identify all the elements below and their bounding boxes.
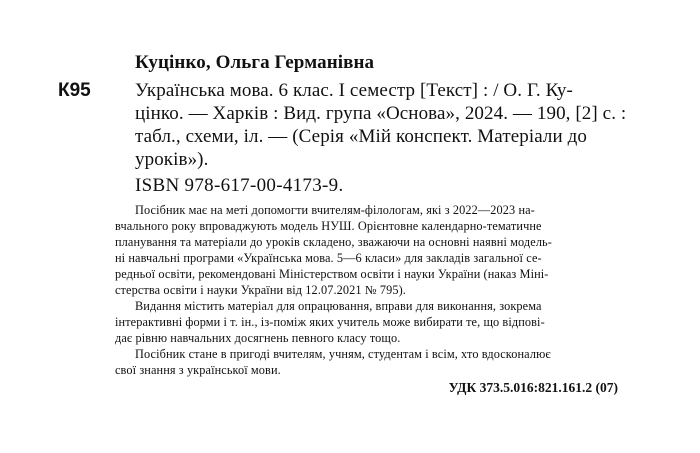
- author-code: К95: [58, 80, 91, 101]
- isbn: ISBN 978-617-00-4173-9.: [135, 175, 344, 196]
- annotation-line-10: Посібник стане в пригоді вчителям, учням, студентам і всім, хто вдосконалює: [135, 347, 551, 361]
- annotation-line-11: свої знання з української мови.: [115, 363, 281, 377]
- annotation-line-8: інтерактивні форми і т. ін., із-поміж яких учитель може вибирати те, що відпові-: [115, 315, 545, 329]
- annotation-line-4: ні навчальні програми «Українська мова. 5—6 класи» для закладів загальної се-: [115, 251, 542, 265]
- author-name: Куцінко, Ольга Германівна: [135, 52, 375, 73]
- title-line-2: цінко. — Харків : Вид. група «Основа», 2024. — 190, [2] с. :: [135, 103, 627, 124]
- title-line-1: Українська мова. 6 клас. І семестр [Текст] : / О. Г. Ку-: [135, 80, 573, 101]
- annotation-line-1: Посібник має на меті допомогти вчителям-філологам, які з 2022—2023 на-: [135, 203, 535, 217]
- title-line-4: уроків»).: [135, 149, 209, 170]
- annotation-line-7: Видання містить матеріал для опрацювання, вправи для виконання, зокрема: [135, 299, 542, 313]
- udk-code: УДК 373.5.016:821.161.2 (07): [448, 380, 618, 395]
- title-line-3: табл., схеми, іл. — (Серія «Мій конспект. Матеріали до: [135, 126, 588, 147]
- annotation-line-9: дає рівню навчальних досягнень певного класу тощо.: [115, 331, 401, 345]
- annotation-line-6: стерства освіти і науки України від 12.07.2021 № 795).: [115, 283, 406, 297]
- annotation-line-3: планування та матеріали до уроків складено, зважаючи на основні наявні модель-: [115, 235, 552, 249]
- annotation-line-5: редньої освіти, рекомендовані Міністерством освіти і науки України (наказ Міні-: [115, 267, 549, 281]
- annotation-line-2: вчального року впроваджують модель НУШ. Орієнтовне календарно-тематичне: [115, 219, 542, 233]
